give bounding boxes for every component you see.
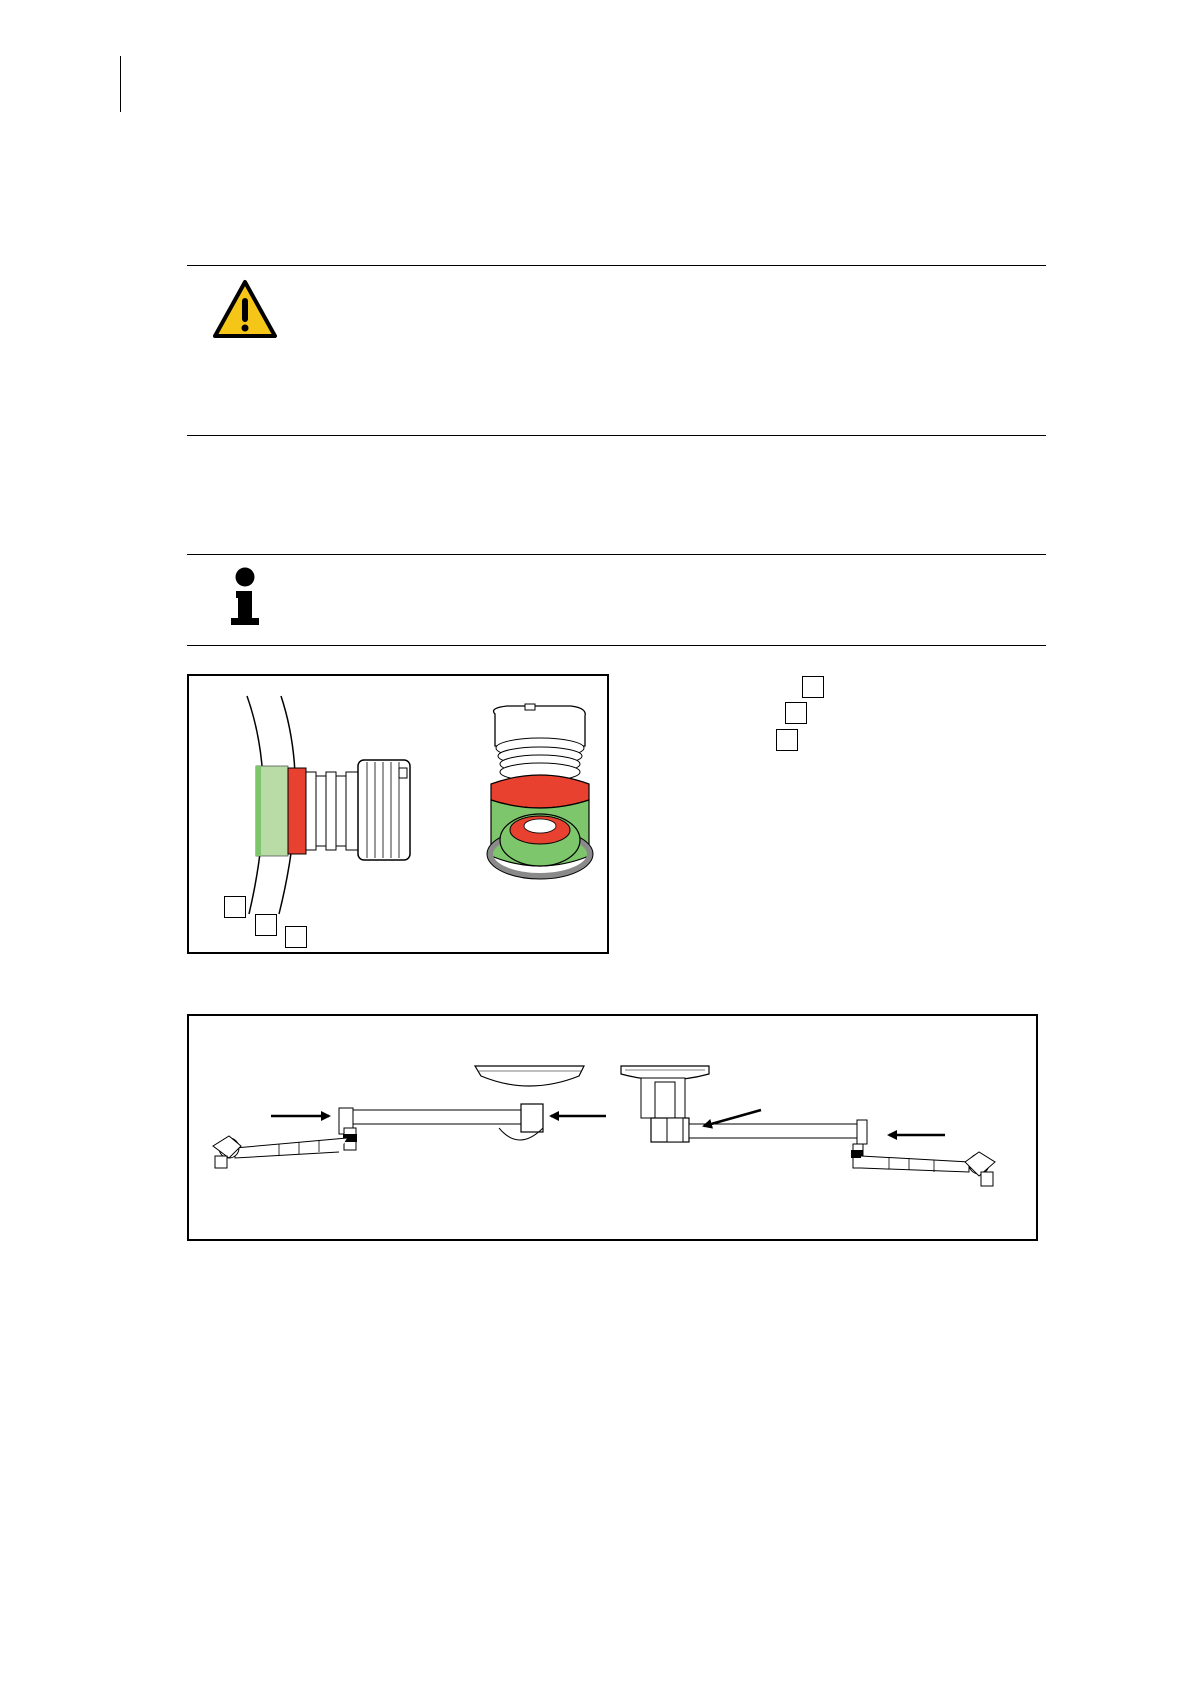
margin-bar [120, 56, 121, 112]
callout-box-3 [285, 926, 307, 948]
figure-arm-positions [187, 1014, 1038, 1241]
legend-box-3 [776, 729, 798, 751]
legend-box-2 [785, 702, 807, 724]
callout-box-2 [255, 914, 277, 936]
callout-box-1 [224, 896, 246, 918]
legend-box-1 [802, 676, 824, 698]
warning-top-rule [187, 265, 1046, 266]
info-bottom-rule [187, 645, 1046, 646]
figure-coupling [187, 674, 609, 954]
arrow-icon [189, 1016, 1040, 1243]
warning-triangle-icon [212, 278, 278, 340]
info-top-rule [187, 554, 1046, 555]
info-icon [228, 567, 262, 627]
warning-bottom-rule [187, 435, 1046, 436]
